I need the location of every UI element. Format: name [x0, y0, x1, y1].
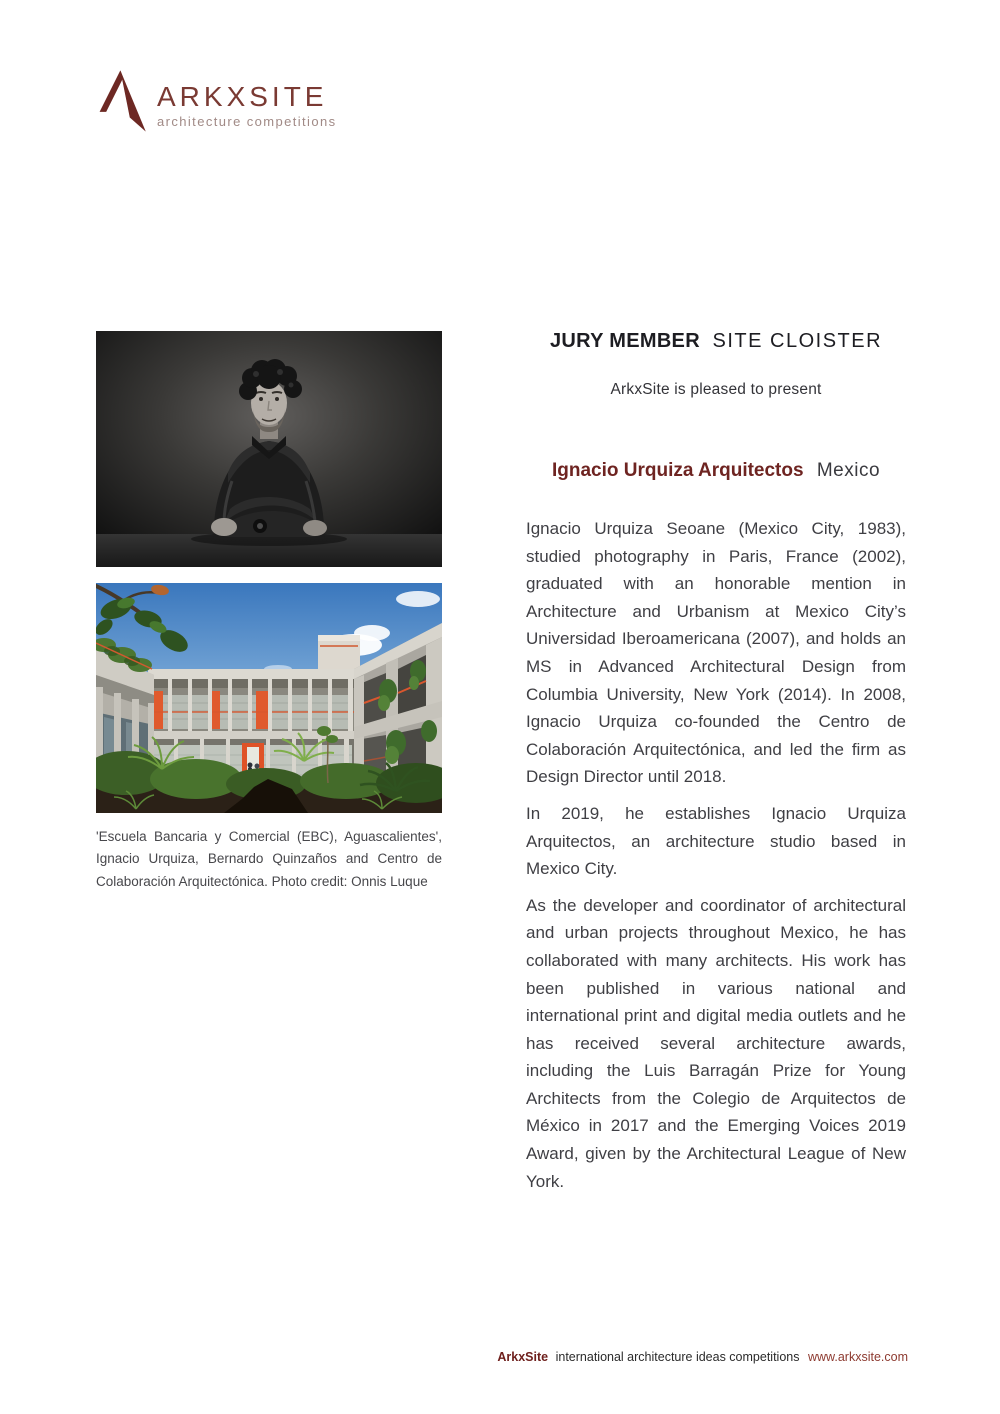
member-country: Mexico [816, 460, 881, 481]
logo-text-block [157, 64, 337, 129]
project-courtyard-photo [96, 583, 442, 813]
bio-paragraph-2: In 2019, he establishes Ignacio Urquiza Arquitectos, an architecture studio based in Mexico City. [526, 803, 906, 879]
page-title [526, 329, 906, 353]
page-footer [497, 1350, 908, 1364]
photo-caption: 'Escuela Bancaria y Comercial (EBC), Aguascalientes', Ignacio Urquiza, Bernardo Quinzaños and Centro de Colaboración Arquitectónica. Photo credit: Onnis Luque [96, 829, 442, 889]
courtyard-illustration [96, 583, 442, 813]
jury-member-portrait-photo [96, 331, 442, 567]
logo-tagline-text: architecture competitions [157, 114, 337, 129]
member-name: Ignacio Urquiza Arquitectos [551, 460, 804, 481]
portrait-illustration [96, 331, 442, 567]
right-column [526, 329, 906, 1195]
logo-brand-text: ARKXSITE [157, 81, 328, 112]
bio-paragraph-1: Ignacio Urquiza Seoane (Mexico City, 1983), studied photography in Paris, France (2002), graduated with an honorable mention in Architecture and Urbanism at Mexico City’s Universidad Iberoamericana (2007), and holds an MS in Advanced Architectural Design from Columbia University, New York (2014). In 2008, Ignacio Urquiza co-founded the Centro de Colaboración Arquitectónica, and led the firm as Design Director until 2018. [526, 519, 906, 787]
title-site-cloister: SITE CLOISTER [712, 330, 883, 352]
left-column [96, 331, 442, 893]
title-jury-member: JURY MEMBER [549, 330, 700, 352]
footer-brand: ArkxSite [497, 1350, 549, 1364]
intro-line: ArkxSite is pleased to present [610, 381, 822, 398]
brand-logo [93, 64, 337, 138]
member-heading [526, 459, 906, 482]
arkxsite-logo-icon [93, 64, 159, 138]
footer-url-link[interactable]: www.arkxsite.com [807, 1350, 908, 1364]
bio-paragraph-3: As the developer and coordinator of architectural and urban projects throughout Mexico, he has collaborated with many architects. His work has been published in various national and international print and digital media outlets and he has received several architecture awards, including the Luis Barragán Prize for Young Architects from the Colegio de Arquitectos de México in 2017 and the Emerging Voices 2019 Award, given by the Architectural League of New York. [526, 895, 906, 1191]
footer-tagline: international architecture ideas competitions [555, 1350, 800, 1364]
